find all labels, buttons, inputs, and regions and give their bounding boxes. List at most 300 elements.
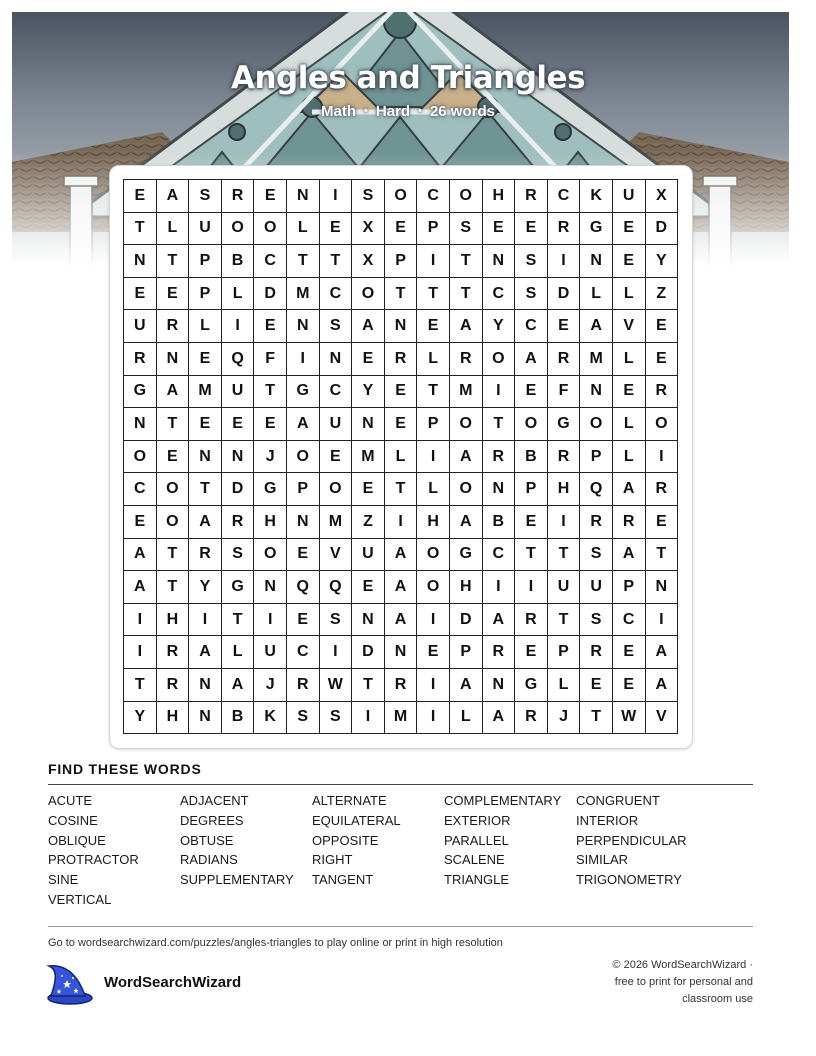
grid-cell: L (613, 441, 646, 474)
grid-cell: R (515, 702, 548, 735)
grid-cell: M (385, 702, 418, 735)
grid-cell: A (450, 310, 483, 343)
divider (48, 784, 753, 785)
grid-cell: Q (580, 473, 613, 506)
grid-cell: N (254, 571, 287, 604)
grid-cell: E (124, 180, 157, 213)
grid-cell: S (189, 180, 222, 213)
grid-cell: T (417, 278, 450, 311)
grid-cell: Q (287, 571, 320, 604)
grid-cell: I (417, 702, 450, 735)
grid-cell: O (320, 473, 353, 506)
grid-cell: T (222, 604, 255, 637)
word-list-item: CONGRUENT (576, 793, 660, 808)
grid-cell: U (352, 539, 385, 572)
grid-cell: L (417, 473, 450, 506)
grid-cell: T (450, 278, 483, 311)
grid-cell: X (352, 213, 385, 246)
grid-cell: E (646, 506, 679, 539)
grid-cell: C (417, 180, 450, 213)
grid-cell: O (515, 408, 548, 441)
grid-cell: C (613, 604, 646, 637)
grid-cell: E (254, 310, 287, 343)
grid-cell: B (515, 441, 548, 474)
grid-cell: E (124, 278, 157, 311)
grid-cell: R (515, 180, 548, 213)
grid-cell: S (515, 278, 548, 311)
grid-cell: P (580, 441, 613, 474)
grid-cell: S (580, 604, 613, 637)
word-list-item: COSINE (48, 812, 98, 828)
grid-cell: E (157, 441, 190, 474)
grid-cell: A (189, 506, 222, 539)
grid-cell: L (287, 213, 320, 246)
grid-cell: J (548, 702, 581, 735)
grid-cell: E (580, 669, 613, 702)
grid-cell: A (124, 571, 157, 604)
grid-cell: R (483, 636, 516, 669)
grid-cell: M (287, 278, 320, 311)
grid-cell: A (124, 539, 157, 572)
grid-cell: L (157, 213, 190, 246)
grid-cell: R (515, 604, 548, 637)
copyright-line: © 2026 WordSearchWizard · (612, 959, 753, 971)
grid-cell: C (124, 473, 157, 506)
grid-cell: O (580, 408, 613, 441)
word-list-item: SUPPLEMENTARY (180, 872, 294, 888)
grid-cell: G (548, 408, 581, 441)
grid-cell: M (580, 343, 613, 376)
grid-cell: I (548, 245, 581, 278)
grid-cell: B (222, 245, 255, 278)
grid-cell: A (352, 310, 385, 343)
grid-cell: O (287, 441, 320, 474)
grid-cell: N (124, 408, 157, 441)
grid-cell: G (515, 669, 548, 702)
grid-cell: E (254, 408, 287, 441)
word-list-item: TRIANGLE (444, 872, 510, 888)
grid-cell: L (613, 343, 646, 376)
grid-cell: P (287, 473, 320, 506)
grid-cell: I (254, 604, 287, 637)
grid-cell: S (352, 180, 385, 213)
grid-cell: N (320, 343, 353, 376)
grid-cell: P (189, 245, 222, 278)
grid-cell: V (646, 702, 679, 735)
grid-cell: N (483, 473, 516, 506)
grid-cell: O (124, 441, 157, 474)
brand-name[interactable]: WordSearchWizard (104, 974, 242, 991)
subject-label: Math (321, 103, 357, 120)
grid-cell: N (124, 245, 157, 278)
word-list-item: ACUTE (48, 793, 93, 808)
grid-cell: G (124, 376, 157, 409)
grid-cell: F (548, 376, 581, 409)
grid-cell: E (646, 310, 679, 343)
grid-cell: V (613, 310, 646, 343)
copyright-line: free to print for personal and (614, 976, 753, 988)
grid-cell: Z (352, 506, 385, 539)
word-list-item: EXTERIOR (444, 812, 511, 828)
grid-cell: W (613, 702, 646, 735)
grid-cell: R (646, 473, 679, 506)
grid-cell: A (385, 604, 418, 637)
grid-cell: I (417, 669, 450, 702)
grid-cell: A (515, 343, 548, 376)
grid-cell: A (385, 539, 418, 572)
grid-cell: R (222, 506, 255, 539)
word-list-item: OPPOSITE (312, 832, 379, 848)
grid-cell: I (417, 441, 450, 474)
grid-cell: A (157, 180, 190, 213)
grid-cell: I (124, 636, 157, 669)
puzzle-meta (0, 103, 816, 120)
grid-cell: A (613, 473, 646, 506)
grid-cell: I (124, 604, 157, 637)
grid-cell: T (548, 539, 581, 572)
grid-cell: A (613, 539, 646, 572)
grid-cell: L (450, 702, 483, 735)
grid-cell: L (548, 669, 581, 702)
grid-cell: A (450, 506, 483, 539)
grid-cell: C (254, 245, 287, 278)
grid-cell: R (580, 636, 613, 669)
grid-cell: T (352, 669, 385, 702)
puzzle-title: Angles and Triangles (230, 60, 586, 96)
word-list-item: OBTUSE (180, 832, 234, 848)
grid-cell: R (157, 669, 190, 702)
grid-cell: C (320, 278, 353, 311)
grid-cell: P (450, 636, 483, 669)
separator-dot: • (418, 105, 422, 117)
grid-cell: I (483, 376, 516, 409)
grid-cell: U (189, 213, 222, 246)
grid-cell: I (320, 636, 353, 669)
grid-cell: T (124, 213, 157, 246)
grid-cell: T (450, 245, 483, 278)
copyright-line: classroom use (682, 993, 753, 1005)
grid-cell: X (352, 245, 385, 278)
grid-cell: A (580, 310, 613, 343)
grid-cell: R (613, 506, 646, 539)
grid-cell: M (352, 441, 385, 474)
grid-cell: J (254, 441, 287, 474)
grid-cell: R (189, 539, 222, 572)
grid-cell: L (417, 343, 450, 376)
grid-cell: T (515, 539, 548, 572)
grid-cell: E (515, 213, 548, 246)
grid-cell: N (157, 343, 190, 376)
grid-cell: I (646, 441, 679, 474)
grid-cell: P (189, 278, 222, 311)
word-list-item: RIGHT (312, 852, 353, 868)
grid-cell: R (287, 669, 320, 702)
wizard-hat-icon (45, 962, 93, 1006)
separator-dot: • (364, 105, 368, 117)
grid-cell: E (352, 343, 385, 376)
grid-cell: I (222, 310, 255, 343)
grid-cell: P (515, 473, 548, 506)
grid-cell: D (352, 636, 385, 669)
grid-cell: R (385, 343, 418, 376)
grid-cell: N (189, 669, 222, 702)
grid-cell: T (157, 571, 190, 604)
grid-cell: N (483, 669, 516, 702)
footer-url-text: Go to wordsearchwizard.com/puzzles/angles-triangles to play online or print in high resolution (48, 937, 503, 949)
grid-cell: L (580, 278, 613, 311)
grid-cell: T (385, 278, 418, 311)
grid-cell: E (613, 245, 646, 278)
grid-cell: I (483, 571, 516, 604)
grid-cell: A (450, 441, 483, 474)
grid-cell: A (222, 669, 255, 702)
grid-cell: R (580, 506, 613, 539)
grid-cell: L (613, 278, 646, 311)
grid-cell: T (385, 473, 418, 506)
grid-cell: E (548, 310, 581, 343)
grid-cell: E (385, 408, 418, 441)
grid-cell: I (320, 180, 353, 213)
grid-cell: O (254, 213, 287, 246)
grid-cell: T (548, 604, 581, 637)
grid-cell: B (222, 702, 255, 735)
grid-cell: H (483, 180, 516, 213)
word-list-item: COMPLEMENTARY (444, 793, 562, 808)
grid-cell: O (417, 571, 450, 604)
grid-cell: O (450, 473, 483, 506)
grid-cell: U (580, 571, 613, 604)
grid-cell: E (254, 180, 287, 213)
grid-cell: H (548, 473, 581, 506)
word-list-heading: FIND THESE WORDS (48, 761, 202, 777)
grid-cell: H (157, 604, 190, 637)
word-list-item: PERPENDICULAR (576, 832, 687, 848)
grid-cell: N (580, 245, 613, 278)
grid-cell: T (157, 245, 190, 278)
grid-cell: L (189, 310, 222, 343)
word-list-item: ALTERNATE (312, 793, 387, 808)
word-list-item: PARALLEL (444, 832, 509, 848)
grid-cell: R (548, 213, 581, 246)
grid-cell: Q (320, 571, 353, 604)
grid-cell: E (515, 376, 548, 409)
grid-cell: U (222, 376, 255, 409)
grid-cell: E (515, 636, 548, 669)
grid-cell: I (646, 604, 679, 637)
grid-cell: G (287, 376, 320, 409)
grid-cell: P (417, 408, 450, 441)
grid-cell: E (613, 669, 646, 702)
grid-cell: E (320, 441, 353, 474)
grid-cell: I (515, 571, 548, 604)
grid-cell: N (287, 310, 320, 343)
grid-cell: N (385, 636, 418, 669)
grid-cell: N (580, 376, 613, 409)
grid-cell: R (646, 376, 679, 409)
word-list (48, 793, 768, 912)
grid-cell: N (646, 571, 679, 604)
grid-cell: K (254, 702, 287, 735)
grid-cell: L (613, 408, 646, 441)
grid-cell: N (189, 702, 222, 735)
grid-cell: C (483, 278, 516, 311)
grid-cell: W (320, 669, 353, 702)
grid-cell: L (385, 441, 418, 474)
divider (48, 926, 753, 927)
grid-cell: O (222, 213, 255, 246)
word-list-item: OBLIQUE (48, 832, 106, 848)
grid-cell: R (222, 180, 255, 213)
grid-cell: A (483, 604, 516, 637)
word-count-label: 26 words (429, 103, 495, 120)
grid-cell: Z (646, 278, 679, 311)
grid-cell: E (287, 604, 320, 637)
grid-cell: R (385, 669, 418, 702)
grid-cell: S (580, 539, 613, 572)
grid-cell: V (320, 539, 353, 572)
grid-cell: A (646, 669, 679, 702)
grid-cell: Y (124, 702, 157, 735)
grid-cell: B (483, 506, 516, 539)
grid-cell: Y (646, 245, 679, 278)
grid-cell: S (287, 702, 320, 735)
grid-cell: P (613, 571, 646, 604)
grid-cell: T (157, 408, 190, 441)
grid-cell: T (124, 669, 157, 702)
grid-cell: L (222, 278, 255, 311)
grid-cell: T (483, 408, 516, 441)
grid-cell: E (483, 213, 516, 246)
grid-cell: S (320, 702, 353, 735)
word-list-item: PROTRACTOR (48, 852, 139, 868)
grid-cell: P (548, 636, 581, 669)
grid-cell: T (580, 702, 613, 735)
grid-cell: E (515, 506, 548, 539)
word-list-item: ADJACENT (180, 793, 249, 808)
grid-cell: T (287, 245, 320, 278)
grid-cell: S (515, 245, 548, 278)
grid-cell: A (646, 636, 679, 669)
grid-cell: E (417, 310, 450, 343)
grid-cell: R (548, 441, 581, 474)
grid-cell: R (450, 343, 483, 376)
grid-cell: O (254, 539, 287, 572)
grid-cell: T (320, 245, 353, 278)
grid-cell: P (417, 213, 450, 246)
difficulty-label: Hard (375, 103, 411, 120)
grid-cell: N (189, 441, 222, 474)
word-list-item: DEGREES (180, 812, 244, 828)
letter-grid (123, 179, 678, 734)
grid-cell: O (352, 278, 385, 311)
grid-cell: T (157, 539, 190, 572)
word-list-item: SCALENE (444, 852, 505, 868)
grid-cell: D (254, 278, 287, 311)
grid-cell: G (254, 473, 287, 506)
grid-cell: T (417, 376, 450, 409)
grid-cell: E (385, 213, 418, 246)
word-list-item: EQUILATERAL (312, 812, 401, 828)
copyright-text (553, 957, 753, 1008)
grid-cell: N (222, 441, 255, 474)
grid-cell: H (254, 506, 287, 539)
grid-cell: E (613, 213, 646, 246)
grid-cell: N (352, 408, 385, 441)
grid-cell: D (548, 278, 581, 311)
grid-cell: T (254, 376, 287, 409)
grid-cell: G (222, 571, 255, 604)
grid-cell: K (580, 180, 613, 213)
grid-cell: H (450, 571, 483, 604)
grid-cell: U (320, 408, 353, 441)
grid-cell: A (287, 408, 320, 441)
grid-cell: E (189, 343, 222, 376)
grid-cell: U (124, 310, 157, 343)
word-list-item: SINE (48, 872, 79, 888)
grid-cell: E (417, 636, 450, 669)
grid-cell: O (483, 343, 516, 376)
grid-cell: N (287, 180, 320, 213)
grid-cell: O (450, 180, 483, 213)
grid-cell: M (320, 506, 353, 539)
word-list-item: VERTICAL (48, 891, 112, 907)
grid-cell: F (254, 343, 287, 376)
grid-cell: N (287, 506, 320, 539)
grid-cell: Y (189, 571, 222, 604)
word-list-item: INTERIOR (576, 812, 639, 828)
grid-cell: O (157, 506, 190, 539)
grid-cell: G (580, 213, 613, 246)
grid-cell: A (483, 702, 516, 735)
grid-cell: I (417, 245, 450, 278)
grid-cell: S (320, 310, 353, 343)
grid-cell: A (385, 571, 418, 604)
grid-cell: Y (352, 376, 385, 409)
grid-cell: E (189, 408, 222, 441)
grid-cell: M (450, 376, 483, 409)
grid-cell: D (222, 473, 255, 506)
grid-cell: X (646, 180, 679, 213)
grid-cell: M (189, 376, 222, 409)
grid-cell: S (450, 213, 483, 246)
grid-cell: I (548, 506, 581, 539)
grid-cell: N (483, 245, 516, 278)
grid-cell: E (613, 376, 646, 409)
grid-cell: E (613, 636, 646, 669)
word-list-item: RADIANS (180, 852, 238, 868)
grid-cell: A (189, 636, 222, 669)
grid-cell: U (613, 180, 646, 213)
grid-cell: I (385, 506, 418, 539)
grid-cell: A (450, 669, 483, 702)
grid-cell: E (352, 571, 385, 604)
grid-cell: E (385, 376, 418, 409)
word-list-item: TANGENT (312, 872, 374, 888)
grid-cell: E (287, 539, 320, 572)
grid-cell: E (646, 343, 679, 376)
grid-cell: S (222, 539, 255, 572)
grid-cell: R (548, 343, 581, 376)
grid-cell: G (450, 539, 483, 572)
grid-cell: E (352, 473, 385, 506)
grid-cell: N (352, 604, 385, 637)
grid-cell: T (646, 539, 679, 572)
word-list-item: SIMILAR (576, 852, 629, 868)
grid-cell: N (385, 310, 418, 343)
grid-cell: Y (483, 310, 516, 343)
grid-cell: C (320, 376, 353, 409)
grid-cell: O (385, 180, 418, 213)
